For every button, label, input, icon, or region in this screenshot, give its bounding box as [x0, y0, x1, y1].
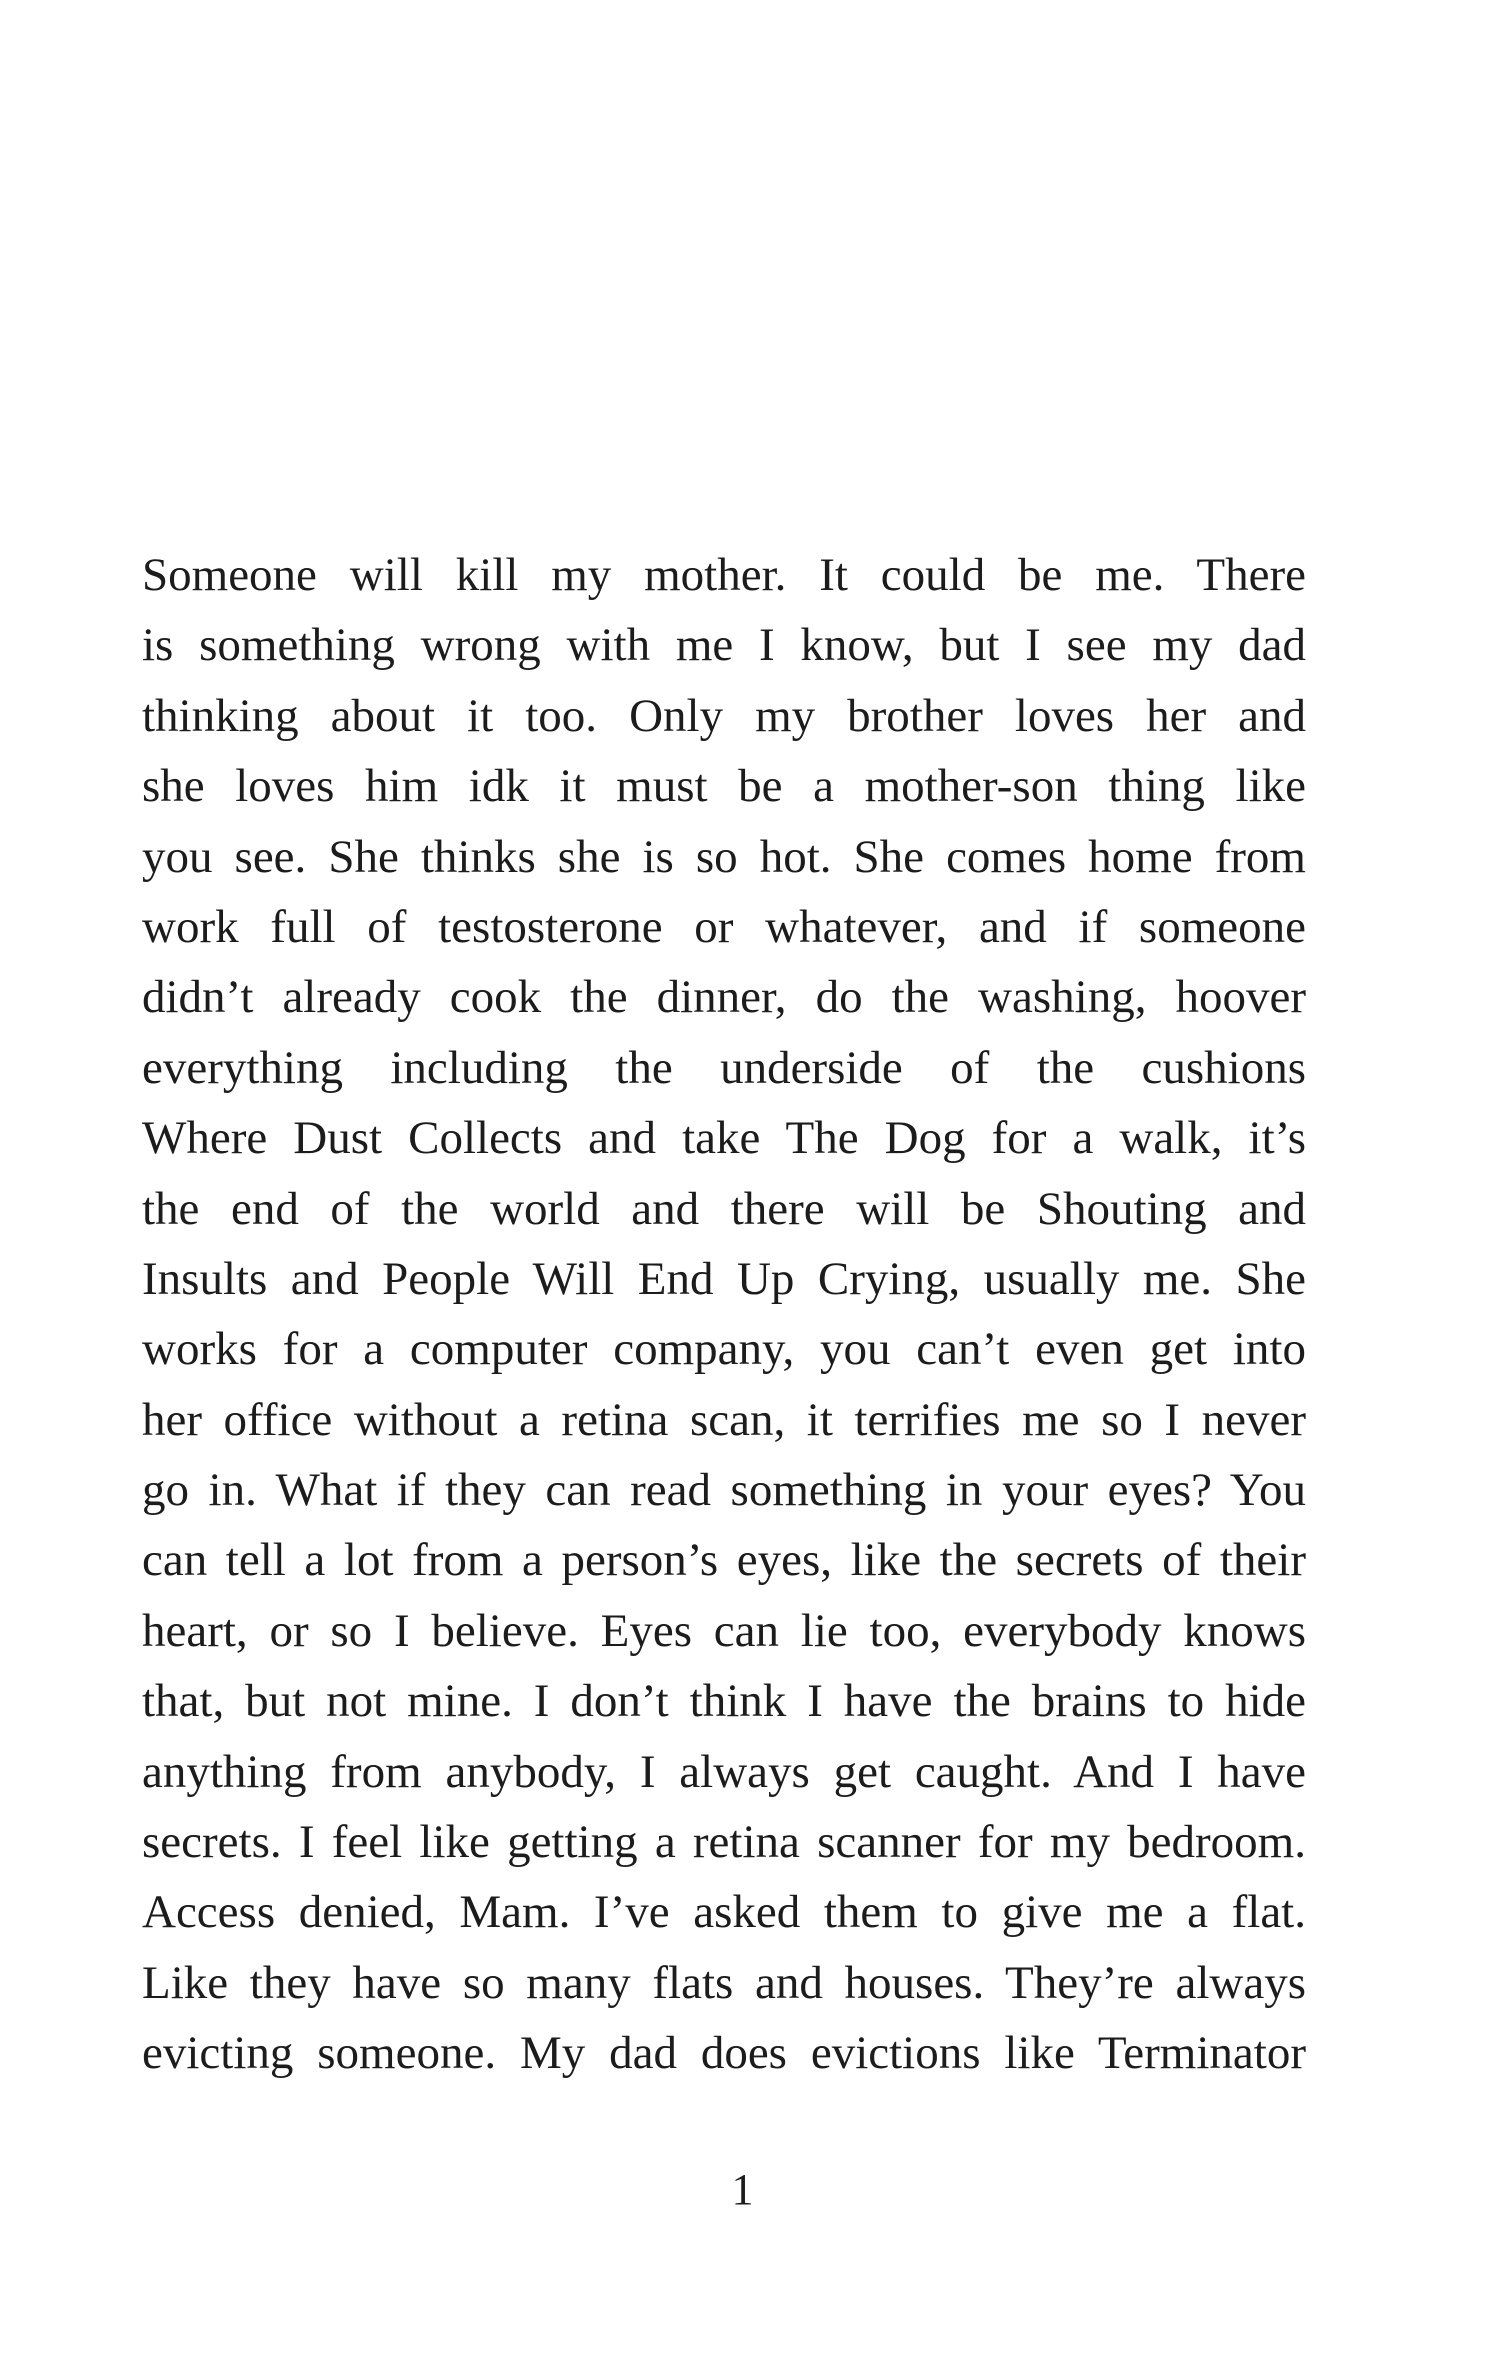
page-number: 1: [731, 2165, 754, 2214]
text-line: thinking about it too. Only my brother loves her and: [142, 689, 1306, 742]
text-line: the end of the world and there will be Shouting and: [142, 1182, 1306, 1235]
text-line: she loves him idk it must be a mother-son thing like: [142, 760, 1306, 813]
text-line: can tell a lot from a person’s eyes, like the secrets of their: [142, 1534, 1306, 1587]
text-line: Insults and People Will End Up Crying, usually me. She: [142, 1252, 1306, 1305]
text-line: Where Dust Collects and take The Dog for a walk, it’s: [142, 1112, 1306, 1165]
text-line: Access denied, Mam. I’ve asked them to give me a flat.: [142, 1886, 1306, 1939]
text-line: you see. She thinks she is so hot. She comes home from: [142, 830, 1306, 883]
body-text: [142, 540, 1306, 2089]
text-line: didn’t already cook the dinner, do the washing, hoover: [142, 971, 1306, 1024]
text-line: evicting someone. My dad does evictions like Terminator: [142, 2027, 1306, 2080]
text-line: works for a computer company, you can’t even get into: [142, 1323, 1306, 1376]
text-line: Someone will kill my mother. It could be me. There: [142, 549, 1306, 601]
text-line: her office without a retina scan, it terrifies me so I never: [142, 1393, 1306, 1446]
text-line: anything from anybody, I always get caught. And I have: [142, 1745, 1306, 1798]
text-line: Like they have so many flats and houses. They’re always: [142, 1956, 1306, 2009]
text-line: that, but not mine. I don’t think I have the brains to hide: [142, 1675, 1306, 1728]
text-line: everything including the underside of the cushions: [142, 1041, 1306, 1094]
text-line: work full of testosterone or whatever, and if someone: [142, 900, 1306, 953]
text-line: secrets. I feel like getting a retina scanner for my bedroom.: [142, 1816, 1306, 1869]
text-line: heart, or so I believe. Eyes can lie too, everybody knows: [142, 1604, 1306, 1657]
text-line: is something wrong with me I know, but I see my dad: [142, 619, 1306, 672]
text-line: go in. What if they can read something in your eyes? You: [142, 1464, 1306, 1517]
